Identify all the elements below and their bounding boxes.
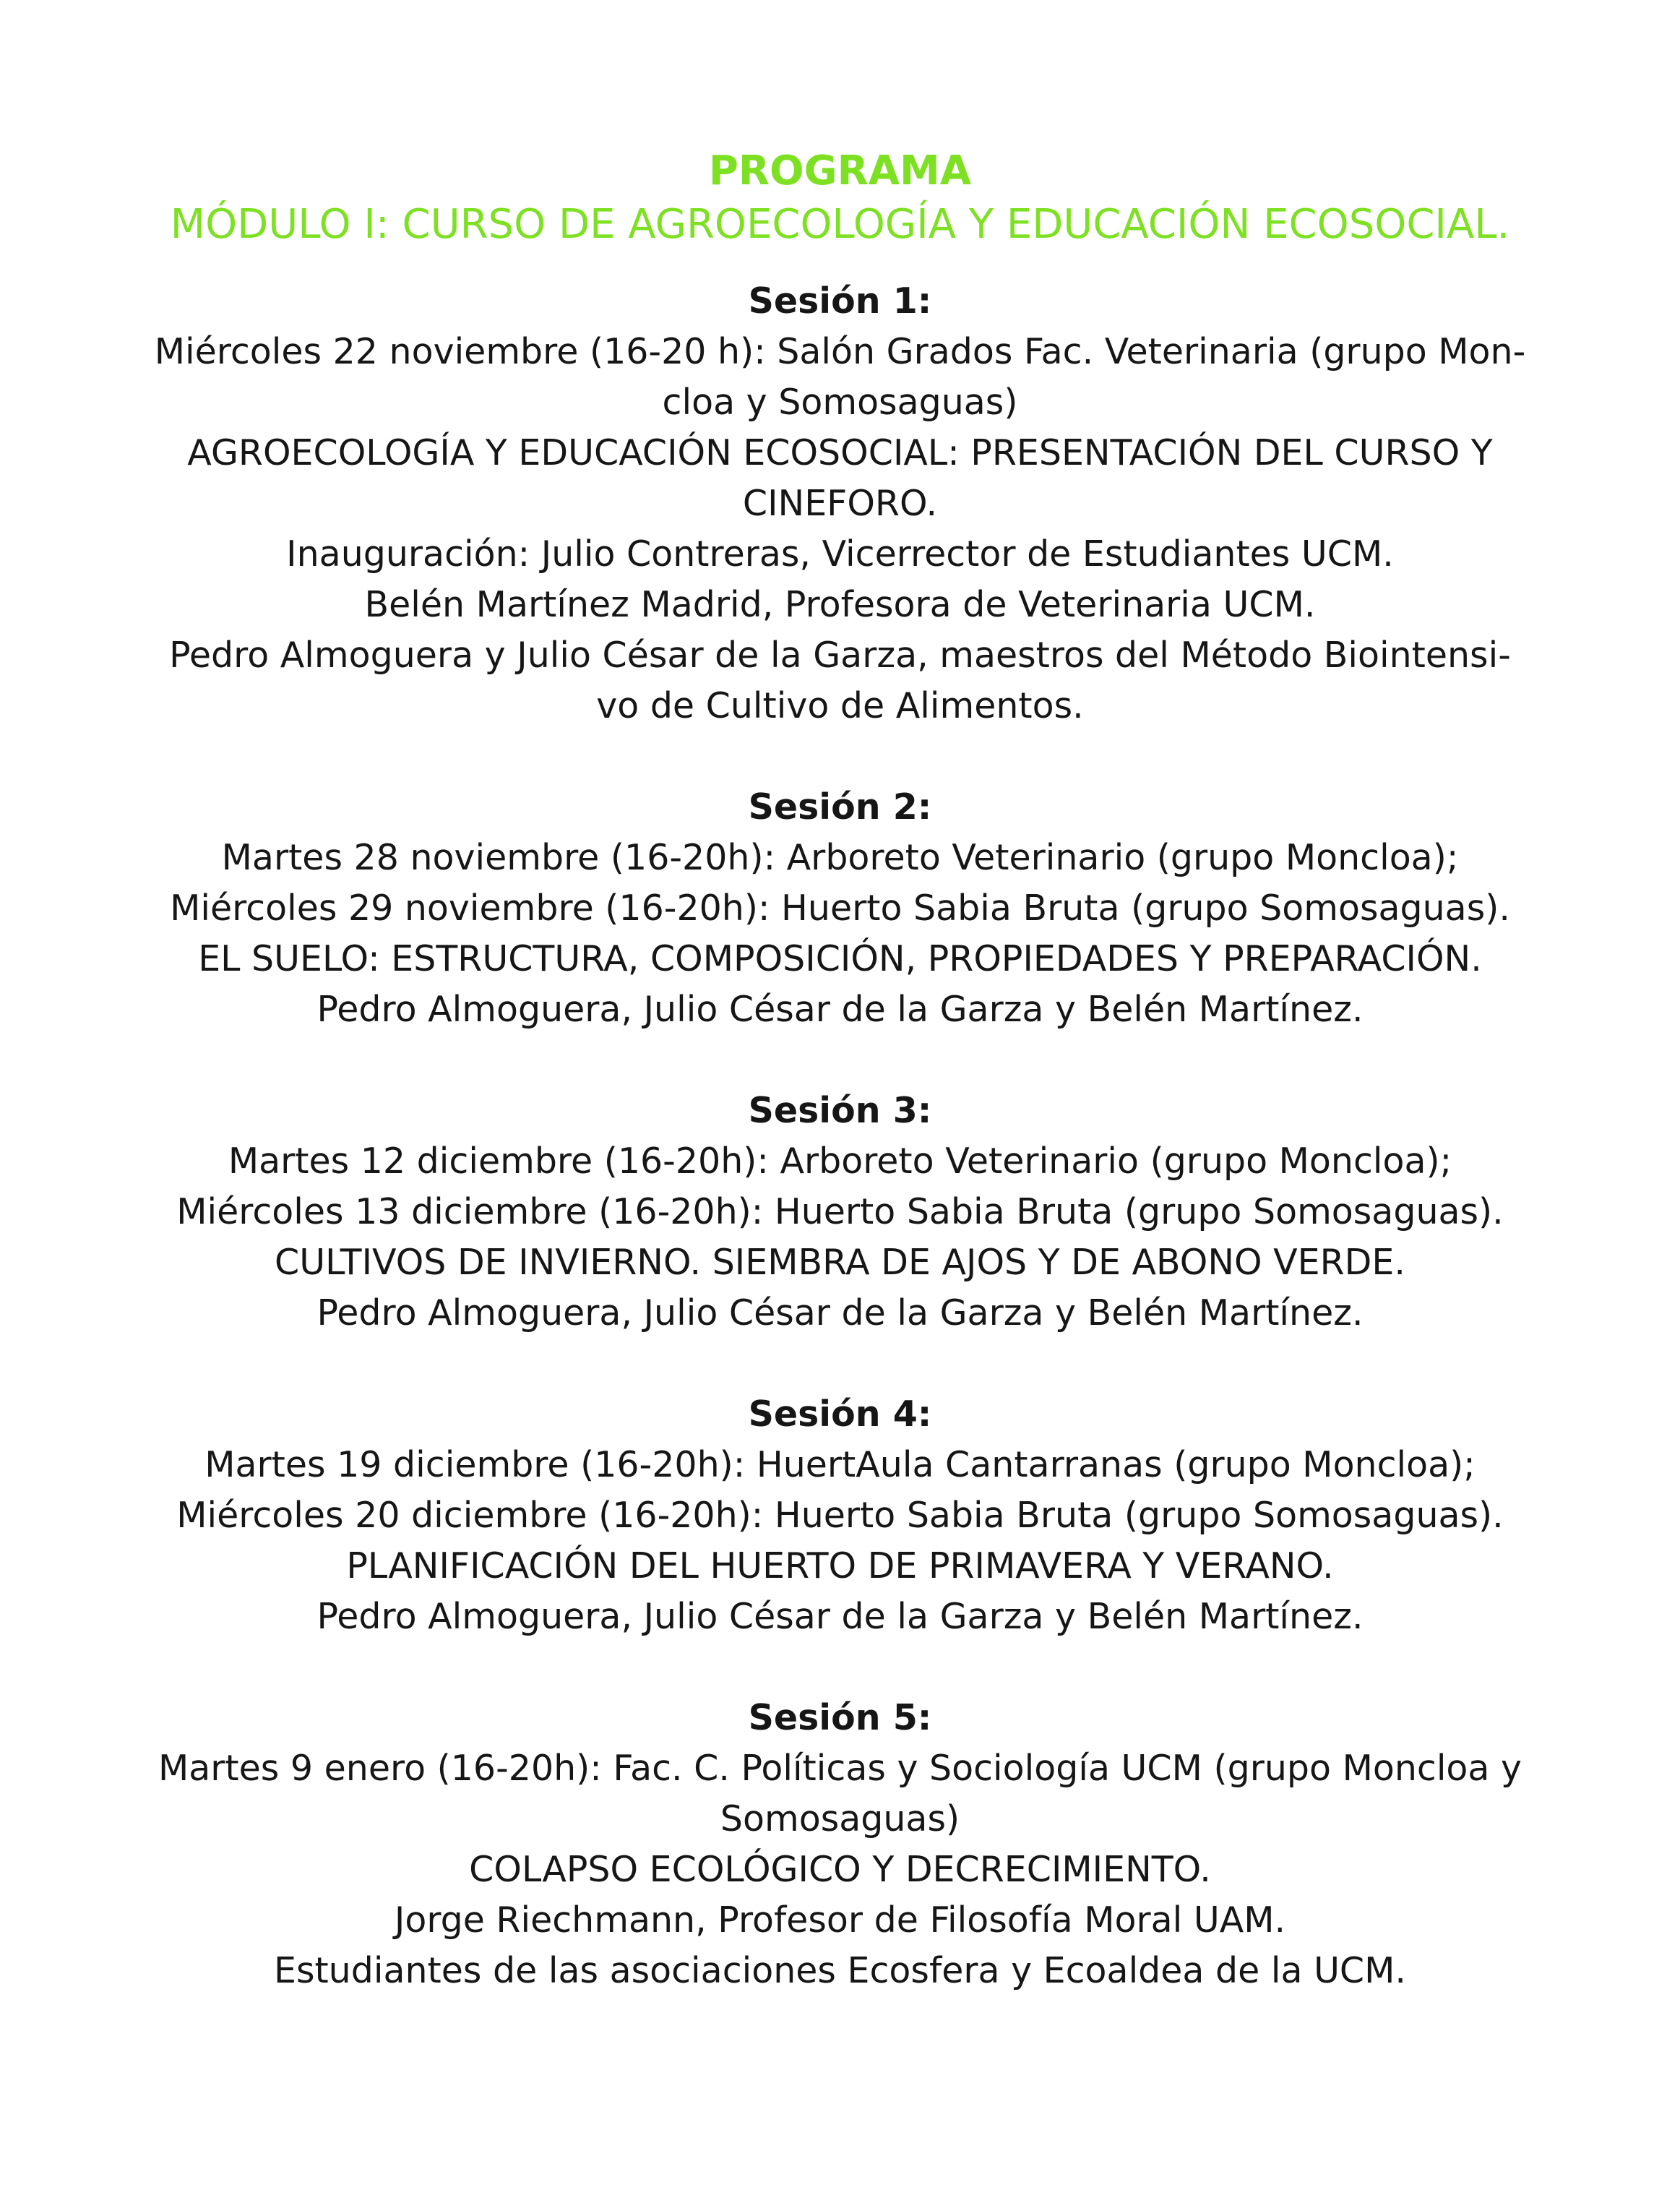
sessions-list (108, 276, 1572, 1996)
session-line: Belén Martínez Madrid, Profesora de Veterinaria UCM. (364, 584, 1316, 625)
program-title: PROGRAMA (708, 147, 972, 194)
session-line: Pedro Almoguera y Julio César de la Garza, maestros del Método Biointensi- (169, 635, 1511, 676)
session-line: Martes 9 enero (16-20h): Fac. C. Políticas y Sociología UCM (grupo Moncloa y (158, 1748, 1522, 1789)
session-block (108, 782, 1572, 1035)
session-block (108, 276, 1572, 731)
program-page (108, 145, 1572, 2047)
session-line: EL SUELO: ESTRUCTURA, COMPOSICIÓN, PROPIEDADES Y PREPARACIÓN. (198, 938, 1482, 979)
session-line: Pedro Almoguera, Julio César de la Garza y Belén Martínez. (316, 989, 1364, 1030)
session-title: Sesión 2: (748, 786, 932, 828)
session-line: CINEFORO. (742, 483, 938, 524)
session-title: Sesión 3: (748, 1090, 932, 1131)
session-block (108, 1086, 1572, 1339)
session-line: COLAPSO ECOLÓGICO Y DECRECIMIENTO. (469, 1849, 1211, 1890)
session-line: AGROECOLOGÍA Y EDUCACIÓN ECOSOCIAL: PRESENTACIÓN DEL CURSO Y (187, 432, 1493, 473)
session-line: Jorge Riechmann, Profesor de Filosofía Moral UAM. (394, 1899, 1286, 1941)
session-line: Miércoles 20 diciembre (16-20h): Huerto Sabia Bruta (grupo Somosaguas). (176, 1495, 1504, 1536)
session-block (108, 1389, 1572, 1642)
session-line: PLANIFICACIÓN DEL HUERTO DE PRIMAVERA Y VERANO. (346, 1545, 1334, 1586)
session-title: Sesión 4: (748, 1394, 932, 1435)
session-line: CULTIVOS DE INVIERNO. SIEMBRA DE AJOS Y DE ABONO VERDE. (275, 1242, 1405, 1283)
session-line: Miércoles 22 noviembre (16-20 h): Salón Grados Fac. Veterinaria (grupo Mon- (154, 331, 1526, 372)
session-line: Martes 19 diciembre (16-20h): HuertAula Cantarranas (grupo Moncloa); (204, 1444, 1476, 1485)
session-block (108, 1693, 1572, 1996)
session-title: Sesión 1: (748, 280, 932, 322)
session-line: Miércoles 13 diciembre (16-20h): Huerto Sabia Bruta (grupo Somosaguas). (176, 1191, 1504, 1232)
module-title: MÓDULO I: CURSO DE AGROECOLOGÍA Y EDUCACIÓN ECOSOCIAL. (170, 201, 1510, 248)
session-line: Miércoles 29 noviembre (16-20h): Huerto Sabia Bruta (grupo Somosaguas). (170, 888, 1510, 929)
session-line: cloa y Somosaguas) (662, 382, 1018, 423)
session-line: Martes 28 noviembre (16-20h): Arboreto Veterinario (grupo Moncloa); (221, 837, 1459, 878)
session-line: Pedro Almoguera, Julio César de la Garza y Belén Martínez. (316, 1292, 1364, 1334)
session-line: Pedro Almoguera, Julio César de la Garza y Belén Martínez. (316, 1596, 1364, 1637)
session-line: vo de Cultivo de Alimentos. (596, 685, 1084, 726)
session-line: Estudiantes de las asociaciones Ecosfera y Ecoaldea de la UCM. (273, 1950, 1407, 1991)
session-line: Inauguración: Julio Contreras, Vicerrector de Estudiantes UCM. (286, 533, 1394, 575)
session-title: Sesión 5: (748, 1697, 932, 1738)
session-line: Martes 12 diciembre (16-20h): Arboreto Veterinario (grupo Moncloa); (228, 1141, 1452, 1182)
session-line: Somosaguas) (720, 1798, 960, 1839)
